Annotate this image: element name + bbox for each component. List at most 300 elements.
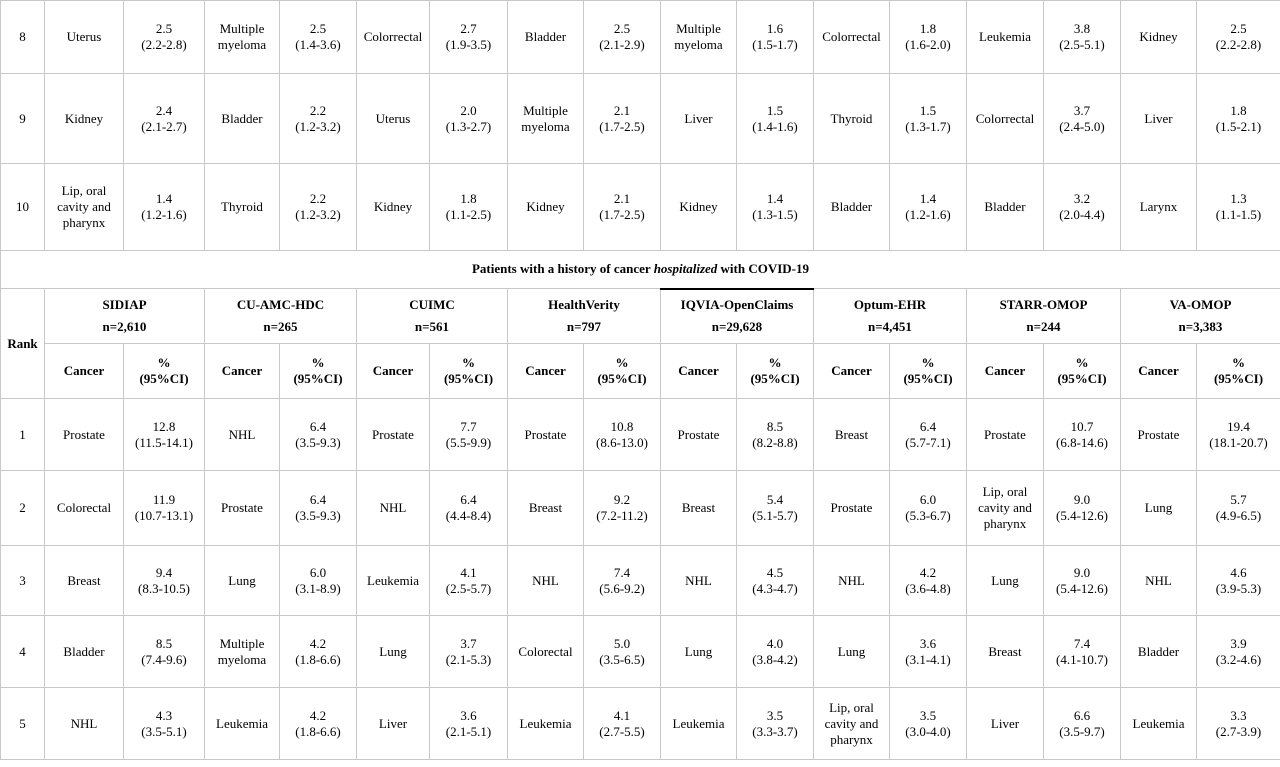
ci-value: (4.3-4.7) [752, 580, 798, 596]
percent-value: 12.8 [152, 418, 176, 434]
ci-value: (5.5-9.9) [445, 434, 492, 450]
cancer-cell: Bladder [967, 164, 1044, 251]
percent-cell [737, 399, 814, 471]
table-row [1, 399, 1280, 471]
table-row [1, 1, 1280, 74]
percent-value: 1.4 [155, 191, 173, 206]
ci-value: (2.0-4.4) [1059, 207, 1105, 222]
percent-value: 2.1 [613, 102, 631, 118]
cancer-cell: Thyroid [205, 164, 280, 251]
cancer-cell: Leukemia [967, 1, 1044, 74]
percent-value: 3.7 [1073, 102, 1091, 118]
ci-value: (1.2-1.6) [141, 207, 187, 222]
ci-label: (95%CI) [1213, 371, 1264, 386]
percent-value: 1.8 [919, 21, 937, 36]
column-subheader-row [1, 344, 1280, 399]
database-name: STARR-OMOP [999, 297, 1088, 312]
cancer-cell: Lung [357, 616, 430, 688]
ci-value: (1.3-1.5) [752, 207, 798, 222]
percent-cell [1197, 546, 1280, 616]
cancer-cell: Colorrectal [357, 1, 430, 74]
database-header [205, 289, 357, 344]
percent-value: 6.4 [919, 418, 937, 434]
cancer-cell: Colorectal [508, 616, 584, 688]
percent-cell [1197, 74, 1280, 164]
percent-cell [1197, 164, 1280, 251]
ci-value: (1.5-1.7) [752, 37, 798, 52]
cancer-cell: Kidney [508, 164, 584, 251]
percent-cell [890, 688, 967, 760]
percent-value: 2.0 [460, 102, 477, 118]
database-n: n=4,451 [868, 319, 912, 334]
ci-value: (5.1-5.7) [752, 508, 798, 523]
percent-cell [280, 616, 357, 688]
database-header [508, 289, 661, 344]
percent-cell [280, 399, 357, 471]
ci-value: (2.7-3.9) [1215, 723, 1262, 739]
percent-header [124, 344, 205, 399]
percent-header [1197, 344, 1280, 399]
ci-value: (2.1-5.1) [445, 723, 492, 739]
cancer-cell: Liver [967, 688, 1044, 760]
percent-value: 1.8 [1230, 102, 1247, 118]
percent-value: 7.4 [1073, 635, 1091, 651]
percent-cell [280, 74, 357, 164]
percent-cell [584, 616, 661, 688]
percent-value: 8.5 [766, 418, 784, 434]
percent-value: 3.6 [460, 707, 477, 723]
percent-value: 3.8 [1073, 21, 1091, 36]
cancer-cell: Lip, oral cavity and pharynx [967, 471, 1044, 546]
percent-value: 5.4 [766, 492, 784, 507]
cancer-cell: Leukemia [1121, 688, 1197, 760]
percent-cell [737, 471, 814, 546]
percent-value: 3.5 [919, 707, 937, 723]
percent-value: 4.3 [155, 707, 173, 723]
ci-value: (2.1-5.3) [445, 651, 492, 667]
percent-cell [584, 164, 661, 251]
percent-label: % [157, 355, 171, 370]
ci-value: (6.8-14.6) [1056, 434, 1108, 450]
table-row [1, 471, 1280, 546]
database-header [967, 289, 1121, 344]
ci-value: (11.5-14.1) [134, 434, 193, 450]
database-header [1121, 289, 1280, 344]
percent-value: 6.4 [309, 418, 327, 434]
percent-value: 6.0 [919, 492, 937, 507]
percent-cell [430, 1, 508, 74]
cancer-cell: Lung [967, 546, 1044, 616]
percent-value: 1.6 [766, 21, 784, 36]
percent-cell [584, 399, 661, 471]
percent-cell [890, 164, 967, 251]
cancer-cell: Uterus [357, 74, 430, 164]
rank-cell: 3 [1, 546, 45, 616]
percent-cell [280, 471, 357, 546]
percent-cell [1197, 399, 1280, 471]
percent-cell [1044, 546, 1121, 616]
ci-value: (8.2-8.8) [752, 434, 798, 450]
percent-value: 4.1 [613, 707, 631, 723]
ci-value: (1.2-3.2) [295, 118, 341, 134]
cancer-cell: Prostate [814, 471, 890, 546]
percent-header [737, 344, 814, 399]
database-name: VA-OMOP [1169, 297, 1232, 312]
cancer-cell: Bladder [205, 74, 280, 164]
database-header [814, 289, 967, 344]
database-n: n=561 [414, 319, 450, 334]
cancer-cell: Kidney [1121, 1, 1197, 74]
ci-label: (95%CI) [1057, 371, 1107, 386]
percent-value: 6.0 [309, 564, 327, 580]
percent-label: % [462, 355, 475, 370]
ci-value: (1.4-1.6) [752, 118, 798, 134]
percent-value: 2.5 [309, 21, 327, 36]
percent-cell [890, 74, 967, 164]
ci-value: (1.8-6.6) [295, 651, 341, 667]
ci-label: (95%CI) [139, 371, 189, 386]
percent-cell [890, 616, 967, 688]
cancer-cell: Breast [661, 471, 737, 546]
ci-value: (1.9-3.5) [445, 37, 492, 52]
percent-value: 1.8 [460, 191, 477, 206]
cancer-cell: Colorrectal [814, 1, 890, 74]
ci-value: (3.6-4.8) [905, 580, 951, 596]
percent-cell [890, 1, 967, 74]
ci-value: (1.2-3.2) [295, 207, 341, 222]
ci-value: (3.0-4.0) [905, 723, 951, 739]
percent-cell [1044, 399, 1121, 471]
cancer-cell: Bladder [814, 164, 890, 251]
percent-cell [1044, 616, 1121, 688]
ci-value: (3.5-9.3) [295, 434, 341, 450]
percent-cell [280, 1, 357, 74]
percent-value: 4.6 [1230, 564, 1247, 580]
cancer-cell: Bladder [508, 1, 584, 74]
cancer-cell: NHL [661, 546, 737, 616]
cancer-cell: Colorrectal [967, 74, 1044, 164]
percent-cell [124, 1, 205, 74]
database-header [661, 289, 814, 344]
ci-value: (8.3-10.5) [138, 580, 190, 596]
percent-cell [280, 688, 357, 760]
cancer-cell: Uterus [45, 1, 124, 74]
cancer-header: Cancer [967, 344, 1044, 399]
section-header [1, 251, 1280, 399]
cancer-cell: NHL [45, 688, 124, 760]
cancer-cell: Lung [205, 546, 280, 616]
percent-label: % [615, 355, 629, 370]
cancer-cell: NHL [357, 471, 430, 546]
percent-cell [584, 471, 661, 546]
percent-label: % [921, 355, 935, 370]
percent-cell [1044, 74, 1121, 164]
percent-value: 2.2 [309, 102, 327, 118]
ci-value: (1.7-2.5) [599, 207, 645, 222]
ci-value: (10.7-13.1) [134, 508, 194, 523]
percent-value: 8.5 [155, 635, 173, 651]
cancer-header: Cancer [508, 344, 584, 399]
percent-value: 3.7 [460, 635, 477, 651]
percent-value: 6.4 [309, 492, 327, 507]
table-row [1, 164, 1280, 251]
cancer-cell: Multiple myeloma [205, 1, 280, 74]
database-name: SIDIAP [102, 297, 147, 312]
percent-value: 1.4 [766, 191, 784, 206]
ci-value: (1.7-2.5) [599, 118, 645, 134]
ci-value: (1.4-3.6) [295, 37, 341, 52]
ci-value: (18.1-20.7) [1209, 434, 1268, 450]
ci-value: (5.3-6.7) [905, 508, 951, 523]
percent-value: 6.4 [460, 492, 477, 507]
percent-header [430, 344, 508, 399]
ci-value: (3.5-5.1) [141, 723, 187, 739]
ci-value: (8.6-13.0) [596, 434, 648, 450]
percent-cell [737, 164, 814, 251]
ci-value: (1.1-2.5) [445, 207, 492, 222]
cancer-cell: Lip, oral cavity and pharynx [45, 164, 124, 251]
percent-value: 2.5 [613, 21, 631, 36]
cancer-cell: Prostate [967, 399, 1044, 471]
ci-value: (3.5-9.7) [1059, 723, 1105, 739]
percent-cell [1044, 1, 1121, 74]
cancer-cell: Lung [1121, 471, 1197, 546]
database-header [357, 289, 508, 344]
ci-value: (2.1-2.9) [599, 37, 645, 52]
table-row [1, 74, 1280, 164]
percent-cell [280, 546, 357, 616]
database-header [45, 289, 205, 344]
percent-header [1044, 344, 1121, 399]
percent-cell [1197, 471, 1280, 546]
bottom-table-body [1, 399, 1280, 760]
percent-value: 2.5 [155, 21, 173, 36]
ci-value: (2.4-5.0) [1059, 118, 1105, 134]
percent-cell [737, 1, 814, 74]
cancer-cell: Lung [814, 616, 890, 688]
percent-cell [430, 399, 508, 471]
percent-value: 5.0 [613, 635, 631, 651]
percent-cell [1044, 688, 1121, 760]
percent-value: 4.2 [309, 635, 327, 651]
cancer-cell: Multiple myeloma [661, 1, 737, 74]
percent-cell [430, 74, 508, 164]
section-title: Patients with a history of cancer hospitalized with COVID-19 [1, 251, 1280, 289]
ci-value: (2.5-5.1) [1059, 37, 1105, 52]
cancer-cell: Breast [814, 399, 890, 471]
percent-value: 9.2 [613, 492, 631, 507]
table-row [1, 616, 1280, 688]
percent-value: 2.5 [1230, 21, 1247, 36]
cancer-header: Cancer [45, 344, 124, 399]
percent-label: % [768, 355, 782, 370]
percent-cell [124, 688, 205, 760]
percent-cell [430, 616, 508, 688]
percent-value: 2.7 [460, 21, 477, 36]
cancer-cell: Prostate [661, 399, 737, 471]
percent-cell [124, 164, 205, 251]
cancer-cell: Lung [661, 616, 737, 688]
rank-header: Rank [1, 289, 45, 399]
percent-cell [890, 471, 967, 546]
percent-value: 9.0 [1073, 564, 1091, 580]
percent-cell [430, 688, 508, 760]
ci-value: (7.2-11.2) [596, 508, 648, 523]
percent-value: 1.3 [1230, 191, 1247, 206]
percent-value: 4.0 [766, 635, 784, 651]
percent-cell [430, 546, 508, 616]
percent-value: 1.5 [919, 102, 937, 118]
cancer-header: Cancer [814, 344, 890, 399]
rank-cell: 1 [1, 399, 45, 471]
percent-value: 4.2 [309, 707, 327, 723]
ci-value: (4.1-10.7) [1056, 651, 1108, 667]
ci-value: (3.3-3.7) [752, 723, 798, 739]
percent-cell [124, 546, 205, 616]
cancer-cell: Kidney [45, 74, 124, 164]
top-table-body [1, 1, 1280, 251]
rank-cell: 5 [1, 688, 45, 760]
cancer-header: Cancer [205, 344, 280, 399]
cancer-cell: Breast [508, 471, 584, 546]
percent-cell [584, 74, 661, 164]
percent-cell [124, 399, 205, 471]
percent-value: 2.1 [613, 191, 631, 206]
percent-cell [280, 164, 357, 251]
cancer-cell: Liver [1121, 74, 1197, 164]
ci-value: (1.5-2.1) [1215, 118, 1262, 134]
ci-label: (95%CI) [293, 371, 343, 386]
ci-value: (1.3-1.7) [905, 118, 951, 134]
percent-cell [737, 546, 814, 616]
percent-label: % [311, 355, 325, 370]
percent-value: 19.4 [1227, 418, 1250, 434]
cancer-cell: Bladder [1121, 616, 1197, 688]
percent-value: 10.7 [1070, 418, 1094, 434]
rank-cell: 9 [1, 74, 45, 164]
cancer-cell: Thyroid [814, 74, 890, 164]
percent-cell [1197, 1, 1280, 74]
ci-value: (1.2-1.6) [905, 207, 951, 222]
cancer-cell: Prostate [45, 399, 124, 471]
cancer-cell: Kidney [661, 164, 737, 251]
percent-cell [584, 688, 661, 760]
ci-value: (2.5-5.7) [445, 580, 492, 596]
cancer-header: Cancer [1121, 344, 1197, 399]
ci-label: (95%CI) [443, 371, 494, 386]
cancer-cell: Leukemia [205, 688, 280, 760]
percent-header [890, 344, 967, 399]
cancer-cell: Breast [967, 616, 1044, 688]
ci-value: (2.2-2.8) [1215, 37, 1262, 52]
percent-header [280, 344, 357, 399]
percent-value: 2.4 [155, 102, 173, 118]
cancer-cell: Leukemia [661, 688, 737, 760]
percent-value: 10.8 [610, 418, 634, 434]
cancer-cell: NHL [814, 546, 890, 616]
percent-value: 1.4 [919, 191, 937, 206]
percent-header [584, 344, 661, 399]
cancer-cell: Liver [357, 688, 430, 760]
percent-value: 7.4 [613, 564, 631, 580]
percent-value: 6.6 [1073, 707, 1091, 723]
cancer-cell: Multiple myeloma [508, 74, 584, 164]
database-n: n=265 [263, 319, 298, 334]
percent-cell [584, 1, 661, 74]
ci-value: (5.4-12.6) [1056, 580, 1108, 596]
cancer-cell: NHL [205, 399, 280, 471]
percent-cell [737, 74, 814, 164]
percent-value: 11.9 [152, 492, 176, 507]
ci-value: (2.7-5.5) [599, 723, 645, 739]
ci-value: (1.1-1.5) [1215, 207, 1262, 222]
percent-value: 9.4 [155, 564, 173, 580]
database-n: n=3,383 [1178, 319, 1223, 334]
cancer-cell: Kidney [357, 164, 430, 251]
ci-label: (95%CI) [903, 371, 953, 386]
ci-value: (3.1-4.1) [905, 651, 951, 667]
ci-value: (5.6-9.2) [599, 580, 645, 596]
percent-value: 3.6 [919, 635, 937, 651]
ci-value: (1.8-6.6) [295, 723, 341, 739]
cancer-header: Cancer [357, 344, 430, 399]
cancer-header: Cancer [661, 344, 737, 399]
cancer-cell: Bladder [45, 616, 124, 688]
percent-label: % [1075, 355, 1089, 370]
cancer-cell: Prostate [1121, 399, 1197, 471]
percent-cell [1044, 164, 1121, 251]
ci-value: (5.7-7.1) [905, 434, 951, 450]
percent-cell [124, 616, 205, 688]
database-n: n=29,628 [711, 319, 763, 335]
ci-value: (3.1-8.9) [295, 580, 341, 596]
percent-cell [584, 546, 661, 616]
database-n: n=797 [566, 319, 602, 334]
database-n: n=244 [1026, 319, 1061, 334]
percent-value: 3.3 [1230, 707, 1247, 723]
percent-label: % [1232, 355, 1245, 370]
percent-value: 9.0 [1073, 492, 1091, 507]
cancer-cell: Leukemia [357, 546, 430, 616]
ci-value: (5.4-12.6) [1056, 508, 1108, 523]
ci-value: (4.4-8.4) [445, 508, 492, 523]
table-row [1, 688, 1280, 760]
percent-cell [1044, 471, 1121, 546]
ci-value: (7.4-9.6) [141, 651, 187, 667]
cancer-cell: Leukemia [508, 688, 584, 760]
cancer-cell: Lip, oral cavity and pharynx [814, 688, 890, 760]
ci-value: (3.5-9.3) [295, 508, 341, 523]
cancer-cell: Breast [45, 546, 124, 616]
ci-label: (95%CI) [750, 371, 800, 386]
database-name: CU-AMC-HDC [236, 297, 325, 312]
percent-value: 5.7 [1230, 492, 1247, 507]
ci-value: (1.6-2.0) [905, 37, 951, 52]
ci-value: (1.3-2.7) [445, 118, 492, 134]
rank-cell: 8 [1, 1, 45, 74]
rank-cell: 2 [1, 471, 45, 546]
ci-value: (4.9-6.5) [1215, 508, 1262, 523]
database-header-row [1, 289, 1280, 344]
cancer-cell: Liver [661, 74, 737, 164]
ci-value: (3.8-4.2) [752, 651, 798, 667]
percent-value: 3.2 [1073, 191, 1091, 206]
database-name: IQVIA-OpenClaims [680, 297, 794, 313]
cancer-cell: Larynx [1121, 164, 1197, 251]
ci-value: (2.1-2.7) [141, 118, 187, 134]
percent-value: 4.5 [766, 564, 784, 580]
rank-cell: 10 [1, 164, 45, 251]
